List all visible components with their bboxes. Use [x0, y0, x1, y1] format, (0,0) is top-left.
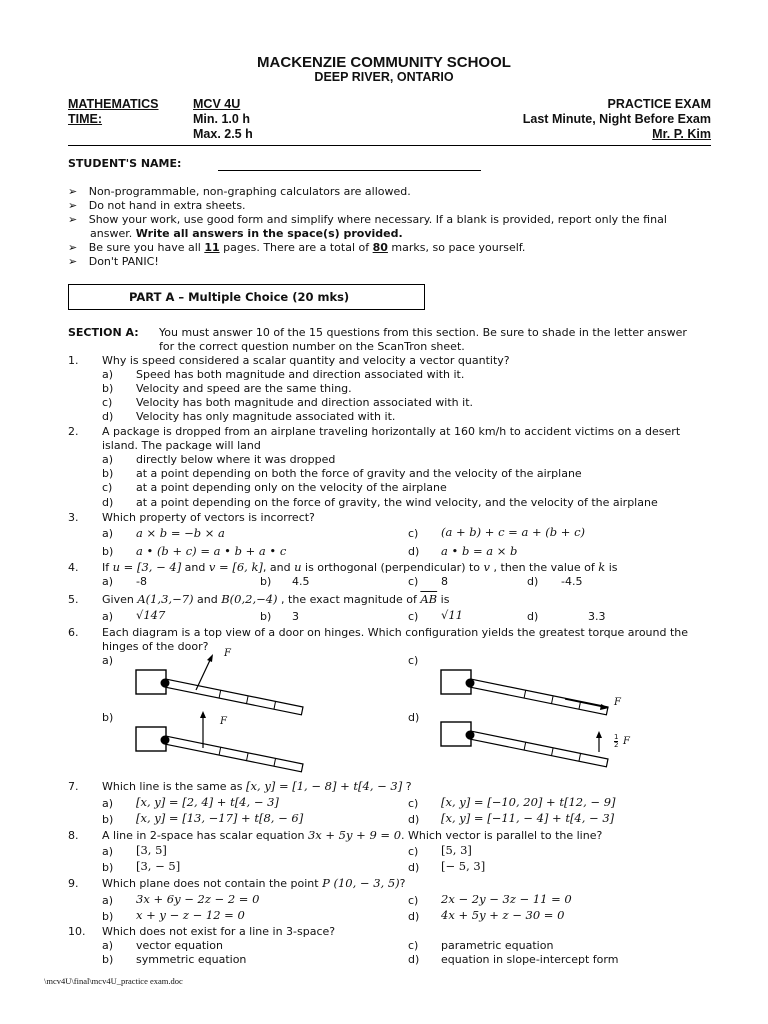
- option-text[interactable]: symmetric equation: [136, 953, 247, 966]
- option-label: a): [102, 368, 114, 381]
- question-number: 4.: [68, 561, 79, 574]
- option-text[interactable]: Velocity and speed are the same thing.: [136, 382, 352, 395]
- question-text: Which does not exist for a line in 3-space?: [102, 925, 336, 938]
- option-label: d): [408, 953, 420, 966]
- question-number: 6.: [68, 626, 79, 639]
- force-label: F: [623, 736, 630, 747]
- question-text: A package is dropped from an airplane traveling horizontally at 160 km/h to accident victims on a desert: [102, 425, 681, 438]
- bullet-arrow-icon: ➢: [68, 255, 78, 268]
- option-label: c): [408, 894, 419, 907]
- exam-subtitle: Last Minute, Night Before Exam: [522, 112, 711, 126]
- option-text[interactable]: at a point depending on both the force of gravity and the velocity of the airplane: [136, 467, 582, 480]
- max-time: Max. 2.5 h: [193, 127, 253, 141]
- fraction-one-half: 1 2: [614, 733, 619, 749]
- option-math[interactable]: [x, y] = [2, 4] + t[4, − 3]: [136, 795, 279, 809]
- option-label: c): [408, 654, 419, 667]
- instruction-5: ➢ Don't PANIC!: [68, 255, 159, 268]
- student-name-label: STUDENT'S NAME:: [68, 157, 182, 170]
- force-label: F: [224, 648, 231, 659]
- option-label: c): [408, 845, 419, 858]
- option-text[interactable]: parametric equation: [441, 939, 554, 952]
- option-label: c): [408, 939, 419, 952]
- question-text: hinges of the door?: [102, 640, 209, 653]
- option-math[interactable]: [3, 5]: [136, 843, 167, 857]
- option-math[interactable]: [− 5, 3]: [441, 859, 486, 873]
- question-text: Which property of vectors is incorrect?: [102, 511, 315, 524]
- option-label: b): [260, 575, 272, 588]
- option-label: c): [102, 481, 113, 494]
- option-label: d): [408, 910, 420, 923]
- question-text: Each diagram is a top view of a door on hinges. Which configuration yields the greatest torque around the: [102, 626, 689, 639]
- option-math[interactable]: √11: [441, 608, 463, 622]
- option-label: d): [408, 545, 420, 558]
- option-text[interactable]: -8: [136, 575, 147, 588]
- question-text: If u = [3, − 4] and v = [6, k], and u is orthogonal (perpendicular) to v , then the value of k is: [102, 560, 618, 574]
- option-label: a): [102, 527, 114, 540]
- option-label: b): [102, 953, 114, 966]
- force-label: F: [220, 716, 227, 727]
- question-number: 3.: [68, 511, 79, 524]
- course-code: MCV 4U: [193, 97, 241, 111]
- question-number: 7.: [68, 780, 79, 793]
- option-math[interactable]: 4x + 5y + z − 30 = 0: [441, 908, 565, 922]
- option-label: d): [408, 861, 420, 874]
- option-text[interactable]: vector equation: [136, 939, 223, 952]
- option-text[interactable]: at a point depending on the force of gravity, the wind velocity, and the velocity of the airplane: [136, 496, 658, 509]
- option-math[interactable]: a • (b + c) = a • b + a • c: [136, 544, 287, 558]
- section-a-text-2: for the correct question number on the ScanTron sheet.: [159, 340, 465, 353]
- option-label: a): [102, 797, 114, 810]
- option-text[interactable]: Velocity has only magnitude associated with it.: [136, 410, 396, 423]
- force-label: F: [614, 697, 621, 708]
- option-text[interactable]: Speed has both magnitude and direction associated with it.: [136, 368, 465, 381]
- option-label: b): [102, 467, 114, 480]
- option-math[interactable]: √147: [136, 608, 166, 622]
- option-label: b): [102, 711, 114, 724]
- option-label: a): [102, 939, 114, 952]
- question-text: A line in 2-space has scalar equation 3x + 5y + 9 = 0. Which vector is parallel to the line?: [102, 828, 603, 842]
- question-number: 9.: [68, 877, 79, 890]
- option-text[interactable]: Velocity has both magnitude and direction associated with it.: [136, 396, 474, 409]
- option-label: d): [102, 410, 114, 423]
- school-name: MACKENZIE COMMUNITY SCHOOL: [257, 54, 511, 71]
- option-text[interactable]: equation in slope-intercept form: [441, 953, 619, 966]
- instruction-4: ➢ Be sure you have all 11 pages. There are a total of 80 marks, so pace yourself.: [68, 241, 526, 254]
- option-text[interactable]: directly below where it was dropped: [136, 453, 336, 466]
- option-label: d): [102, 496, 114, 509]
- bullet-arrow-icon: ➢: [68, 241, 78, 254]
- question-number: 2.: [68, 425, 79, 438]
- question-number: 5.: [68, 593, 79, 606]
- question-text: Given A(1,3,−7) and B(0,2,−4) , the exact magnitude of $\overline{AB}$ is: [102, 592, 450, 606]
- question-number: 8.: [68, 829, 79, 842]
- option-text[interactable]: 4.5: [292, 575, 310, 588]
- question-text: Which line is the same as [x, y] = [1, − 8] + t[4, − 3] ?: [102, 779, 412, 793]
- teacher-name: Mr. P. Kim: [652, 127, 711, 141]
- option-text[interactable]: 3.3: [588, 610, 606, 623]
- exam-title: PRACTICE EXAM: [607, 97, 711, 111]
- bullet-arrow-icon: ➢: [68, 213, 78, 226]
- option-label: b): [260, 610, 272, 623]
- option-math[interactable]: [x, y] = [13, −17] + t[8, − 6]: [136, 811, 304, 825]
- option-label: c): [408, 797, 419, 810]
- instruction-3: ➢ Show your work, use good form and simplify where necessary. If a blank is provided, report only the final: [68, 213, 667, 226]
- question-text: Which plane does not contain the point P (10, − 3, 5)?: [102, 876, 406, 890]
- min-time: Min. 1.0 h: [193, 112, 250, 126]
- option-label: b): [102, 861, 114, 874]
- option-label: a): [102, 845, 114, 858]
- instruction-3-cont: answer. Write all answers in the space(s) provided.: [90, 227, 403, 240]
- instruction-2: ➢ Do not hand in extra sheets.: [68, 199, 246, 212]
- option-label: c): [408, 575, 419, 588]
- question-number: 10.: [68, 925, 86, 938]
- option-math[interactable]: [5, 3]: [441, 843, 472, 857]
- section-a-text: You must answer 10 of the 15 questions from this section. Be sure to shade in the letter answer: [159, 326, 687, 339]
- option-math[interactable]: x + y − z − 12 = 0: [136, 908, 245, 922]
- option-label: b): [102, 382, 114, 395]
- option-label: c): [408, 527, 419, 540]
- option-text[interactable]: 3: [292, 610, 299, 623]
- part-a-title: PART A – Multiple Choice (20 mks): [129, 290, 350, 304]
- option-math[interactable]: [x, y] = [−10, 20] + t[12, − 9]: [441, 795, 616, 809]
- option-label: a): [102, 610, 114, 623]
- option-math[interactable]: a • b = a × b: [441, 544, 518, 558]
- option-label: d): [408, 813, 420, 826]
- option-label: b): [102, 910, 114, 923]
- school-location: DEEP RIVER, ONTARIO: [314, 70, 454, 84]
- subject-label: MATHEMATICS: [68, 97, 159, 111]
- option-text[interactable]: 8: [441, 575, 448, 588]
- option-label: a): [102, 894, 114, 907]
- option-math[interactable]: [3, − 5]: [136, 859, 181, 873]
- footer-file-path: \mcv4U\final\mcv4U_practice exam.doc: [44, 976, 183, 986]
- option-label: a): [102, 453, 114, 466]
- option-label: b): [102, 545, 114, 558]
- option-label: d): [527, 575, 539, 588]
- option-text[interactable]: -4.5: [561, 575, 583, 588]
- option-label: a): [102, 654, 114, 667]
- option-label: d): [408, 711, 420, 724]
- option-math[interactable]: [x, y] = [−11, − 4] + t[4, − 3]: [441, 811, 615, 825]
- option-label: c): [408, 610, 419, 623]
- option-label: d): [527, 610, 539, 623]
- option-label: b): [102, 813, 114, 826]
- bullet-arrow-icon: ➢: [68, 199, 78, 212]
- option-math[interactable]: (a + b) + c = a + (b + c): [441, 525, 585, 539]
- bullet-arrow-icon: ➢: [68, 185, 78, 198]
- question-number: 1.: [68, 354, 79, 367]
- option-math[interactable]: 2x − 2y − 3z − 11 = 0: [441, 892, 572, 906]
- option-math[interactable]: 3x + 6y − 2z − 2 = 0: [136, 892, 260, 906]
- time-label: TIME:: [68, 112, 103, 126]
- question-text: island. The package will land: [102, 439, 261, 452]
- instruction-1: ➢ Non-programmable, non-graphing calculators are allowed.: [68, 185, 411, 198]
- question-text: Why is speed considered a scalar quantity and velocity a vector quantity?: [102, 354, 510, 367]
- option-label: a): [102, 575, 114, 588]
- option-label: c): [102, 396, 113, 409]
- section-a-label: SECTION A:: [68, 326, 139, 339]
- option-text[interactable]: at a point depending only on the velocity of the airplane: [136, 481, 447, 494]
- option-math[interactable]: a × b = −b × a: [136, 526, 225, 540]
